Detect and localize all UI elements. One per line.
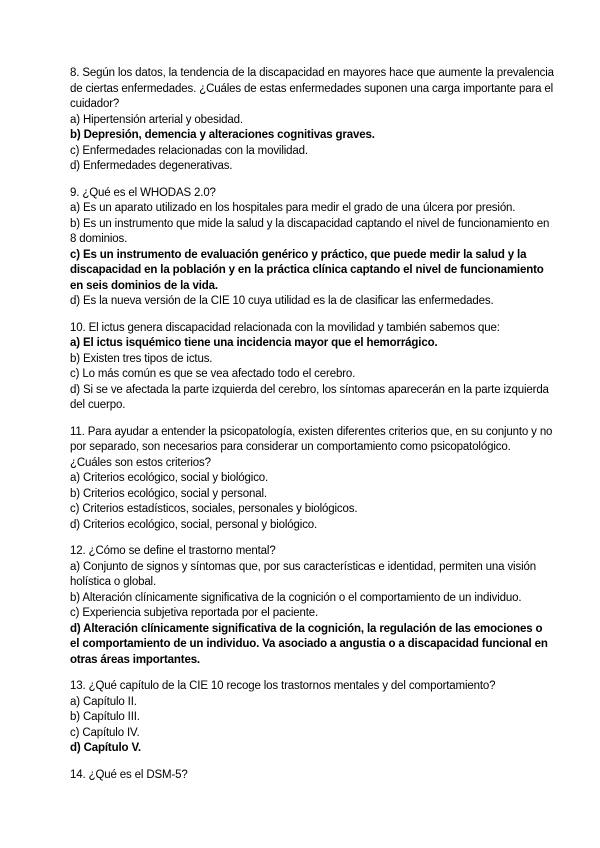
question-block-9 bbox=[70, 186, 554, 310]
question-block-8 bbox=[70, 66, 554, 175]
answer-option: c) Enfermedades relacionadas con la movilidad. bbox=[70, 144, 308, 157]
answer-option: d) Enfermedades degenerativas. bbox=[70, 160, 233, 172]
answer-option: c) Lo más común es que se vea afectado todo el cerebro. bbox=[70, 368, 356, 380]
answer-option: d) Criterios ecológico, social, personal y biológico. bbox=[70, 518, 318, 531]
answer-option: c) Capítulo IV. bbox=[70, 726, 140, 739]
question-block-11 bbox=[70, 425, 554, 534]
answer-option: a) Capítulo II. bbox=[70, 695, 137, 708]
answer-option: b) Es un instrumento que mide la salud y la discapacidad captando el nivel de funcionamiento en 8 dominios. bbox=[70, 217, 550, 245]
answer-option: b) Depresión, demencia y alteraciones cognitivas graves. bbox=[70, 129, 375, 141]
question-block-10 bbox=[70, 321, 554, 414]
answer-option: c) Experiencia subjetiva reportada por el paciente. bbox=[70, 607, 319, 619]
question-text: 14. ¿Qué es el DSM-5? bbox=[70, 768, 188, 781]
question-block-13 bbox=[70, 679, 554, 757]
answer-option: a) Conjunto de signos y síntomas que, por sus características e identidad, permiten una visión holística o global. bbox=[70, 560, 536, 588]
answer-option: a) Es un aparato utilizado en los hospitales para medir el grado de una úlcera por presión. bbox=[70, 202, 516, 214]
answer-option: b) Capítulo III. bbox=[70, 711, 140, 723]
answer-option: a) Hipertensión arterial y obesidad. bbox=[70, 113, 243, 126]
question-block-14 bbox=[70, 768, 554, 784]
answer-option: d) Es la nueva versión de la CIE 10 cuya utilidad es la de clasificar las enfermedades. bbox=[70, 295, 494, 307]
answer-option: c) Es un instrumento de evaluación genérico y práctico, que puede medir la salud y la discapacidad en la población y en la práctica clínica captando el nivel de funcionamiento en seis dominios de la vida. bbox=[70, 248, 544, 292]
answer-option: b) Existen tres tipos de ictus. bbox=[70, 352, 213, 365]
answer-option: c) Criterios estadísticos, sociales, personales y biológicos. bbox=[70, 503, 358, 515]
question-text: 13. ¿Qué capítulo de la CIE 10 recoge los trastornos mentales y del comportamiento? bbox=[70, 680, 496, 692]
question-text: 10. El ictus genera discapacidad relacionada con la movilidad y también sabemos que: bbox=[70, 321, 500, 334]
question-text: 9. ¿Qué es el WHODAS 2.0? bbox=[70, 186, 216, 199]
answer-option: a) El ictus isquémico tiene una incidencia mayor que el hemorrágico. bbox=[70, 337, 438, 349]
answer-option: b) Alteración clínicamente significativa de la cognición o el comportamiento de un individuo. bbox=[70, 591, 522, 604]
answer-option: a) Criterios ecológico, social y biológico. bbox=[70, 472, 269, 484]
question-text: 8. Según los datos, la tendencia de la discapacidad en mayores hace que aumente la prevalencia de ciertas enfermedades. ¿Cuáles de estas enfermedades suponen una carga importante para el cuidador? bbox=[70, 67, 554, 110]
question-block-12 bbox=[70, 544, 554, 668]
answer-option: d) Capítulo V. bbox=[70, 742, 141, 754]
answer-option: d) Si se ve afectada la parte izquierda del cerebro, los síntomas aparecerán en la parte izquierda del cuerpo. bbox=[70, 383, 549, 411]
answer-option: d) Alteración clínicamente significativa de la cognición, la regulación de las emociones o el comportamiento de un individuo. Va asociado a angustia o a discapacidad funcional en otras áreas importantes. bbox=[70, 622, 548, 666]
answer-option: b) Criterios ecológico, social y personal. bbox=[70, 487, 267, 500]
question-text: 11. Para ayudar a entender la psicopatología, existen diferentes criterios que, en su conjunto y no por separado, son necesarios para considerar un comportamiento como psicopatológico. ¿Cuáles son estos criterios? bbox=[70, 425, 553, 469]
question-text: 12. ¿Cómo se define el trastorno mental? bbox=[70, 545, 276, 557]
